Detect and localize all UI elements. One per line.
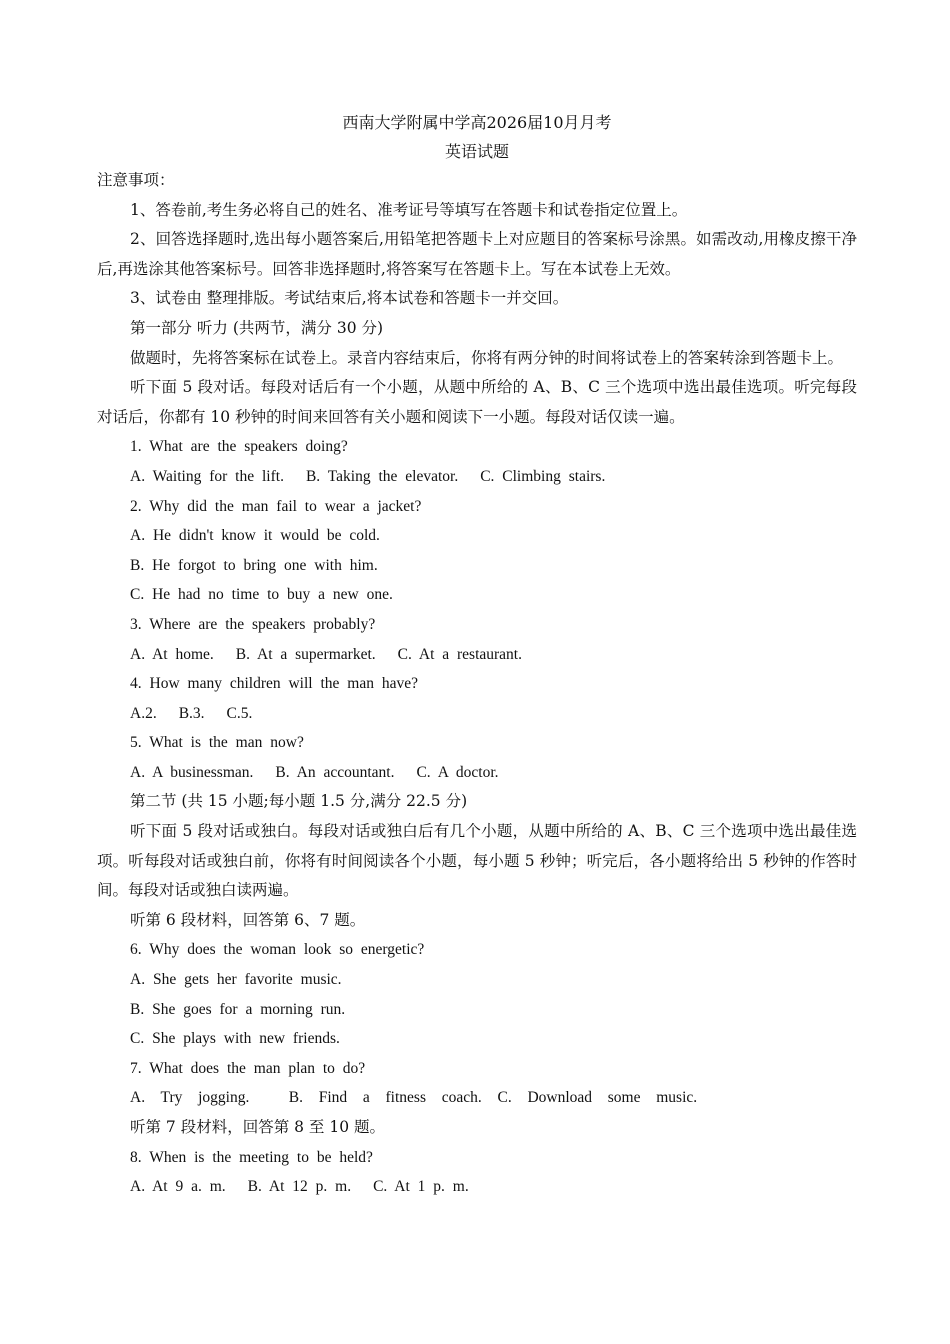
- question-7-stem: 7. What does the man plan to do?: [130, 1059, 366, 1077]
- question-5-option-c[interactable]: C. A doctor.: [416, 763, 499, 781]
- question-4-options: [97, 699, 857, 729]
- question-3-options: [97, 640, 857, 670]
- question-5-option-b[interactable]: B. An accountant.: [275, 763, 395, 781]
- question-8-option-b[interactable]: B. At 12 p. m.: [247, 1178, 352, 1196]
- section2-heading: 第二节 (共 15 小题;每小题 1.5 分,满分 22.5 分): [130, 792, 468, 811]
- question-2-option-b[interactable]: B. He forgot to bring one with him.: [130, 556, 378, 574]
- exam-subtitle: 英语试题: [444, 142, 509, 161]
- question-6-option-c[interactable]: C. She plays with new friends.: [130, 1030, 340, 1048]
- material-7-instruction: 听第 7 段材料，回答第 8 至 10 题。: [130, 1118, 386, 1136]
- question-4-stem: 4. How many children will the man have?: [130, 675, 418, 693]
- section1-instruction: 听下面 5 段对话。每段对话后有一个小题，从题中所给的 A、B、C 三个选项中选出最佳选项。听完每段对话后，你都有 10 秒钟的时间来回答有关小题和阅读下一小题。每段对话仅读一遍。: [97, 378, 857, 426]
- question-1-stem: 1. What are the speakers doing?: [130, 438, 348, 456]
- material-6-instruction: 听第 6 段材料，回答第 6、7 题。: [130, 910, 366, 929]
- question-1-option-c[interactable]: C. Climbing stairs.: [480, 467, 606, 485]
- exam-page: [97, 108, 857, 1202]
- question-8-stem: 8. When is the meeting to be held?: [130, 1148, 373, 1166]
- question-4-option-c[interactable]: C.5.: [226, 704, 253, 722]
- question-3-option-b[interactable]: B. At a supermarket.: [235, 645, 376, 663]
- question-8-option-c[interactable]: C. At 1 p. m.: [373, 1178, 469, 1196]
- notice-heading: 注意事项：: [97, 171, 175, 189]
- section2-instruction: 听下面 5 段对话或独白。每段对话或独白后有几个小题，从题中所给的 A、B、C 三个选项中选出最佳选项。听每段对话或独白前，你将有时间阅读各个小题，每小题 5 秒钟；听完后，各小题将给出 5 秒钟的作答时间。每段对话或独白读两遍。: [97, 822, 857, 900]
- question-5-stem: 5. What is the man now?: [130, 734, 304, 752]
- part1-heading: 第一部分 听力 (共两节，满分 30 分): [130, 318, 384, 337]
- question-1-option-a[interactable]: A. Waiting for the lift.: [130, 467, 284, 485]
- question-5-options: [97, 758, 857, 788]
- question-1-options: [97, 462, 857, 492]
- question-6-option-b[interactable]: B. She goes for a morning run.: [130, 1000, 346, 1018]
- part1-instruction: 做题时，先将答案标在试卷上。录音内容结束后，你将有两分钟的时间将试卷上的答案转涂到答题卡上。: [130, 348, 844, 367]
- question-6-option-a[interactable]: A. She gets her favorite music.: [130, 971, 342, 989]
- question-6-stem: 6. Why does the woman look so energetic?: [130, 941, 425, 959]
- notice-item-3: 3、试卷由 整理排版。考试结束后,将本试卷和答题卡一并交回。: [130, 289, 569, 308]
- notice-item-1: 1、答卷前,考生务必将自己的姓名、准考证号等填写在答题卡和试卷指定位置上。: [130, 200, 688, 219]
- question-1-option-b[interactable]: B. Taking the elevator.: [305, 467, 459, 485]
- question-3-option-c[interactable]: C. At a restaurant.: [397, 645, 522, 663]
- question-3-option-a[interactable]: A. At home.: [130, 645, 214, 663]
- question-4-option-a[interactable]: A.2.: [130, 704, 157, 722]
- question-7-options[interactable]: A. Try jogging. B. Find a fitness coach. C. Download some music.: [130, 1089, 698, 1107]
- question-5-option-a[interactable]: A. A businessman.: [130, 763, 254, 781]
- question-4-option-b[interactable]: B.3.: [178, 704, 205, 722]
- question-8-option-a[interactable]: A. At 9 a. m.: [130, 1178, 226, 1196]
- question-3-stem: 3. Where are the speakers probably?: [130, 615, 376, 633]
- exam-title: 西南大学附属中学高2026届10月月考: [342, 113, 612, 132]
- notice-item-2: 2、回答选择题时,选出每小题答案后,用铅笔把答题卡上对应题目的答案标号涂黑。如需改动,用橡皮擦干净后,再选涂其他答案标号。回答非选择题时,将答案写在答题卡上。写在本试卷上无效。: [97, 230, 857, 278]
- question-2-option-c[interactable]: C. He had no time to buy a new one.: [130, 586, 393, 604]
- question-2-option-a[interactable]: A. He didn't know it would be cold.: [130, 527, 380, 545]
- question-2-stem: 2. Why did the man fail to wear a jacket?: [130, 497, 422, 515]
- question-8-options: [97, 1172, 857, 1202]
